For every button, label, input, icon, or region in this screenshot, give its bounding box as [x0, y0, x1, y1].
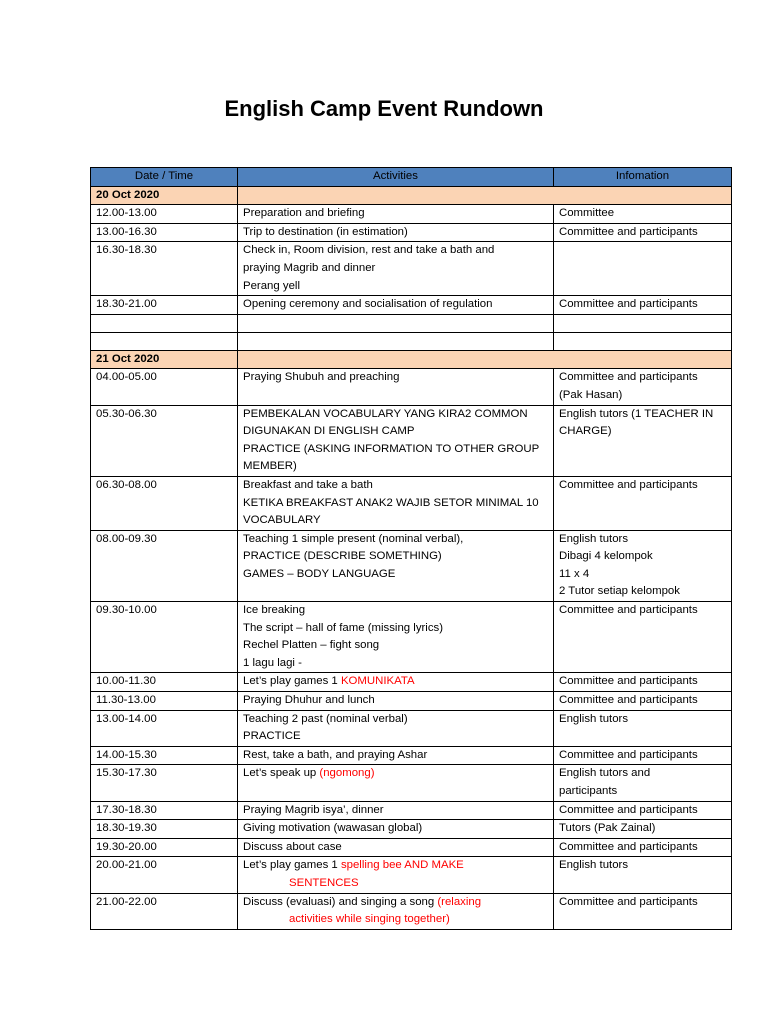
- info-cell: [554, 476, 732, 530]
- activity-highlight: (relaxing: [437, 895, 482, 908]
- table-row: [91, 405, 732, 476]
- table-row: [91, 765, 732, 801]
- cell-line: Committee: [559, 207, 615, 220]
- cell-line: Committee and participants: [559, 298, 698, 311]
- cell-line: Praying Magrib isya’, dinner: [243, 803, 384, 816]
- table-row: [91, 223, 732, 242]
- time-cell: 05.30-06.30: [91, 405, 238, 476]
- cell-line: GAMES – BODY LANGUAGE: [243, 567, 396, 580]
- activity-cell: [238, 405, 554, 476]
- info-cell: [554, 692, 732, 711]
- activity-text: Let’s play games 1: [243, 859, 341, 872]
- blank-cell: [554, 332, 732, 350]
- time-cell: 21.00-22.00: [91, 893, 238, 929]
- time-cell: 06.30-08.00: [91, 476, 238, 530]
- cell-line: English tutors: [559, 532, 629, 545]
- cell-line: MEMBER): [243, 460, 297, 473]
- time-cell: 09.30-10.00: [91, 602, 238, 673]
- time-cell: 19.30-20.00: [91, 838, 238, 857]
- cell-line: CHARGE): [559, 425, 612, 438]
- table-row: [91, 476, 732, 530]
- activity-cell: [238, 893, 554, 929]
- blank-cell: [554, 314, 732, 332]
- table-row: [91, 673, 732, 692]
- cell-line: Committee and participants: [559, 748, 698, 761]
- activity-cell: [238, 369, 554, 405]
- time-cell: 14.00-15.30: [91, 746, 238, 765]
- cell-line: PRACTICE (DESCRIBE SOMETHING): [243, 550, 442, 563]
- activity-text: Let’s play games 1: [243, 675, 341, 688]
- table-row: [91, 205, 732, 224]
- cell-line: DIGUNAKAN DI ENGLISH CAMP: [243, 425, 415, 438]
- info-cell: [554, 369, 732, 405]
- cell-line: PRACTICE: [243, 730, 301, 743]
- table-row: [91, 369, 732, 405]
- activity-cell: [238, 801, 554, 820]
- activity-cell: [238, 296, 554, 315]
- cell-line: VOCABULARY: [243, 514, 321, 527]
- cell-line: Committee and participants: [559, 478, 698, 491]
- time-cell: 13.00-14.00: [91, 710, 238, 746]
- header-activities: Activities: [238, 168, 554, 187]
- activity-cell: [238, 242, 554, 296]
- cell-line: Discuss about case: [243, 840, 342, 853]
- activity-cell: [238, 692, 554, 711]
- blank-row: [91, 314, 732, 332]
- cell-line: English tutors (1 TEACHER IN: [559, 407, 714, 420]
- blank-cell: [238, 314, 554, 332]
- table-row: [91, 820, 732, 839]
- cell-line: 2 Tutor setiap kelompok: [559, 585, 680, 598]
- cell-line: Rest, take a bath, and praying Ashar: [243, 748, 428, 761]
- cell-line: Praying Dhuhur and lunch: [243, 694, 375, 707]
- date-row-span: [238, 350, 732, 369]
- activity-cell: [238, 857, 554, 893]
- cell-line: Teaching 1 simple present (nominal verbal),: [243, 532, 464, 545]
- date-row: [91, 350, 732, 369]
- activity-highlight: (ngomong): [319, 767, 375, 780]
- activity-cell: [238, 476, 554, 530]
- table-row: [91, 857, 732, 893]
- cell-line: Teaching 2 past (nominal verbal): [243, 712, 408, 725]
- cell-line: Check in, Room division, rest and take a bath and: [243, 244, 495, 257]
- info-cell: [554, 405, 732, 476]
- cell-line: praying Magrib and dinner: [243, 261, 376, 274]
- cell-line: 1 lagu lagi -: [243, 656, 302, 669]
- activity-cell: [238, 530, 554, 601]
- cell-line: Giving motivation (wawasan global): [243, 822, 423, 835]
- table-header-row: [91, 168, 732, 187]
- table-row: [91, 296, 732, 315]
- activity-highlight: KOMUNIKATA: [340, 675, 415, 688]
- activity-cell: [238, 223, 554, 242]
- cell-line: Dibagi 4 kelompok: [559, 550, 653, 563]
- cell-line: (Pak Hasan): [559, 388, 623, 401]
- cell-line: Tutors (Pak Zainal): [559, 822, 656, 835]
- table-row: [91, 692, 732, 711]
- cell-line: KETIKA BREAKFAST ANAK2 WAJIB SETOR MINIMAL 10: [243, 496, 539, 509]
- table-row: [91, 838, 732, 857]
- info-cell: [554, 820, 732, 839]
- cell-line: Rechel Platten – fight song: [243, 639, 380, 652]
- time-cell: 15.30-17.30: [91, 765, 238, 801]
- activity-cell: [238, 673, 554, 692]
- cell-line: participants: [559, 785, 618, 797]
- rundown-table: [90, 167, 732, 930]
- cell-line: Committee and participants: [559, 675, 698, 688]
- table-row: [91, 602, 732, 673]
- info-cell: [554, 602, 732, 673]
- cell-line: 11 x 4: [559, 567, 590, 580]
- date-row: [91, 186, 732, 205]
- info-cell: [554, 746, 732, 765]
- cell-line: Praying Shubuh and preaching: [243, 371, 400, 384]
- table-row: [91, 242, 732, 296]
- page-title: English Camp Event Rundown: [224, 96, 544, 121]
- table-row: [91, 746, 732, 765]
- activity-highlight: activities while singing together): [289, 913, 450, 926]
- info-cell: [554, 242, 732, 296]
- activity-highlight: spelling bee AND MAKE: [340, 859, 464, 872]
- activity-cell: [238, 838, 554, 857]
- blank-cell: [91, 314, 238, 332]
- time-cell: 18.30-21.00: [91, 296, 238, 315]
- blank-cell: [238, 332, 554, 350]
- info-cell: [554, 765, 732, 801]
- header-information: Infomation: [554, 168, 732, 187]
- cell-line: English tutors and: [559, 767, 651, 780]
- cell-line: The script – hall of fame (missing lyrics): [243, 621, 444, 634]
- info-cell: [554, 296, 732, 315]
- time-cell: 08.00-09.30: [91, 530, 238, 601]
- info-cell: [554, 205, 732, 224]
- activity-text: Discuss (evaluasi) and singing a song: [243, 895, 438, 908]
- cell-line: PRACTICE (ASKING INFORMATION TO OTHER GROUP: [243, 442, 540, 455]
- table-row: [91, 530, 732, 601]
- table-row: [91, 893, 732, 929]
- cell-line: Committee and participants: [559, 840, 698, 853]
- time-cell: 13.00-16.30: [91, 223, 238, 242]
- time-cell: 17.30-18.30: [91, 801, 238, 820]
- activity-cell: [238, 765, 554, 801]
- time-cell: 12.00-13.00: [91, 205, 238, 224]
- table-row: [91, 801, 732, 820]
- cell-line: Committee and participants: [559, 895, 698, 908]
- cell-line: Committee and participants: [559, 604, 698, 617]
- time-cell: 18.30-19.30: [91, 820, 238, 839]
- cell-line: Committee and participants: [559, 803, 698, 816]
- info-cell: [554, 893, 732, 929]
- cell-line: Breakfast and take a bath: [243, 478, 373, 491]
- date-cell: 20 Oct 2020: [91, 186, 238, 205]
- time-cell: 10.00-11.30: [91, 673, 238, 692]
- info-cell: [554, 223, 732, 242]
- info-cell: [554, 801, 732, 820]
- activity-text: Let’s speak up: [243, 767, 320, 780]
- blank-cell: [91, 332, 238, 350]
- activity-cell: [238, 746, 554, 765]
- time-cell: 04.00-05.00: [91, 369, 238, 405]
- cell-line: Preparation and briefing: [243, 207, 365, 220]
- table-row: [91, 710, 732, 746]
- activity-cell: [238, 820, 554, 839]
- activity-highlight: SENTENCES: [289, 876, 359, 889]
- cell-line: Trip to destination (in estimation): [243, 225, 408, 238]
- cell-line: Ice breaking: [243, 604, 306, 617]
- activity-cell: [238, 710, 554, 746]
- cell-line: Committee and participants: [559, 225, 698, 238]
- cell-line: PEMBEKALAN VOCABULARY YANG KIRA2 COMMON: [243, 407, 528, 420]
- time-cell: 20.00-21.00: [91, 857, 238, 893]
- info-cell: [554, 530, 732, 601]
- date-row-span: [238, 186, 732, 205]
- info-cell: [554, 673, 732, 692]
- cell-line: Opening ceremony and socialisation of regulation: [243, 298, 493, 311]
- header-datetime: Date / Time: [91, 168, 238, 187]
- cell-line: Perang yell: [243, 279, 300, 292]
- activity-cell: [238, 602, 554, 673]
- time-cell: 11.30-13.00: [91, 692, 238, 711]
- info-cell: [554, 838, 732, 857]
- info-cell: [554, 710, 732, 746]
- cell-line: Committee and participants: [559, 694, 698, 707]
- info-cell: [554, 857, 732, 893]
- cell-line: English tutors: [559, 712, 629, 725]
- date-cell: 21 Oct 2020: [91, 350, 238, 369]
- activity-cell: [238, 205, 554, 224]
- cell-line: Committee and participants: [559, 371, 698, 384]
- blank-row: [91, 332, 732, 350]
- cell-line: English tutors: [559, 859, 629, 872]
- time-cell: 16.30-18.30: [91, 242, 238, 296]
